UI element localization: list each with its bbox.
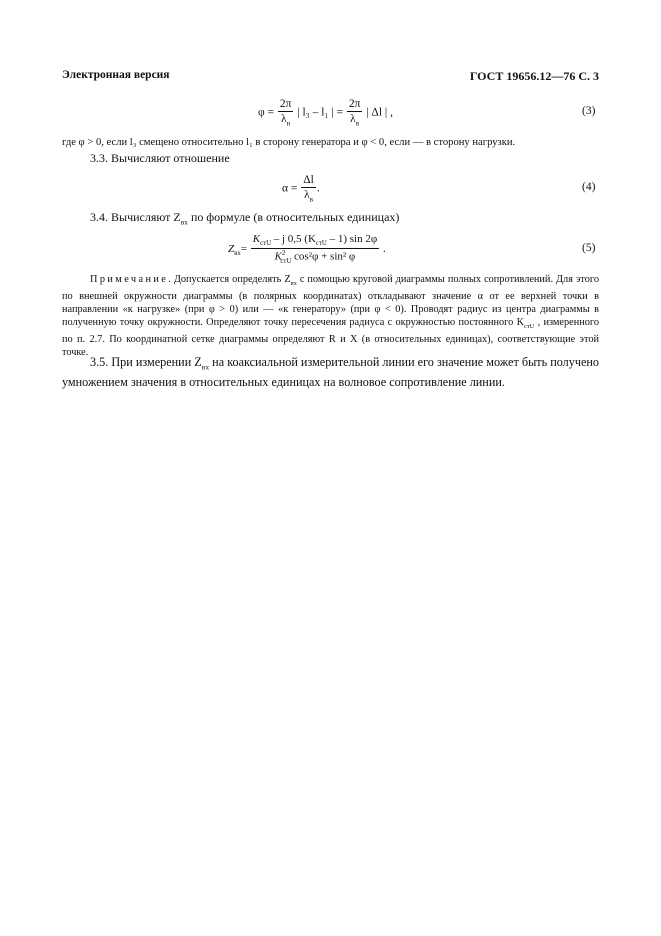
eq5-den-tail: cos²φ + sin² φ: [291, 250, 356, 263]
eq5-k-sub: стU: [260, 240, 271, 248]
item-3-4-text: 3.4. Вычисляют Z: [90, 210, 181, 224]
eq3-lambda: λ: [350, 113, 356, 126]
eq5-k-sub-2: стU: [315, 240, 327, 248]
eq4-den-sub: в: [309, 195, 314, 204]
header-left: Электронная версия: [62, 69, 170, 81]
item-3-5-text-a: 3.5. При измерении Z: [90, 355, 202, 369]
note-paragraph: [62, 274, 599, 360]
eq3-abs-2: | Δl | ,: [366, 106, 393, 119]
eq5-den-k: K: [274, 250, 282, 263]
eq5-num: [251, 234, 379, 249]
eq3-frac1-num: 2π: [278, 98, 294, 112]
equation-5: [228, 234, 386, 265]
eq3-fraction-2: [347, 98, 363, 128]
eq5-lhs: [228, 243, 241, 258]
eq4-tail: .: [316, 182, 320, 195]
eq4-number: (4): [582, 181, 596, 193]
eq4-den-lambda: λ: [304, 189, 310, 202]
item-3-5-text-b: на коаксиальной измерительной линии его значение может быть получено умножением значения в относительных единицах на волновое сопротивление линии.: [62, 355, 600, 390]
eq3-frac2-den: [348, 112, 361, 128]
eq5-z: Z: [228, 243, 235, 256]
eq5-z-sub: вх: [234, 250, 241, 258]
eq3-lhs: φ =: [258, 106, 274, 119]
where-text: где φ > 0, если l₃ смещено относительно l₁ в сторону генератора и φ < 0, если — в сторону нагрузки.: [62, 137, 516, 148]
eq5-tail: .: [382, 243, 386, 256]
item-3-4: [90, 210, 399, 229]
eq4-den: [302, 188, 315, 204]
note-text-a: . Допускается определять Z: [168, 274, 291, 285]
equation-4: [282, 174, 320, 204]
note-text-b: с помощью круговой диаграммы полных сопротивлений. Для этого по внешней окружности диаграммы (в полярных координатах) откладывают значение α от ее верхней точки в направлении «к нагрузке» (при φ > 0) или — «к генератору» (при φ < 0). Проводят радиус из центра диаграммы в полученную точку окружности. Определяют точку пересечения радиуса с окружностью постоянного K: [62, 274, 599, 328]
eq3-fraction-1: [278, 98, 294, 128]
eq5-number: (5): [582, 242, 596, 254]
header-right: ГОСТ 19656.12—76 С. 3: [469, 69, 599, 83]
equation-3: [258, 98, 393, 128]
eq3-frac2-num: 2π: [347, 98, 363, 112]
eq3-lambda: λ: [280, 113, 287, 126]
eq4-fraction: [301, 174, 316, 204]
item-3-4-sub: вх: [180, 217, 188, 227]
eq4-num: Δl: [301, 174, 316, 188]
eq5-den: [273, 249, 358, 265]
eq5-den-sub: стU: [280, 258, 292, 266]
item-3-4-tail: по формуле (в относительных единицах): [190, 210, 400, 224]
item-3-5: [62, 355, 599, 390]
item-3-5-sub: вх: [201, 362, 210, 372]
eq5-num-mid: – j 0,5 (K: [270, 233, 316, 245]
note-label: Примечание: [90, 274, 169, 285]
eq5-den-sup: 2: [281, 250, 286, 258]
eq3-abs-1: | l₃ – l₁ | =: [297, 106, 343, 119]
eq4-lhs: α =: [282, 182, 298, 195]
eq5-fraction: [251, 234, 379, 265]
eq5-equals: =: [240, 243, 247, 256]
item-3-3: 3.3. Вычисляют отношение: [90, 151, 230, 165]
note-text-c: , измеренного по п. 2.7. По координатной сетке диаграммы определяют R и X (в относительных единицах), соответствующие этой точке.: [62, 316, 599, 358]
note-sub-b: стU: [524, 322, 535, 330]
note-sub-a: вх: [290, 280, 297, 288]
eq3-lambda-sub: в: [355, 119, 360, 128]
eq3-number: (3): [582, 105, 596, 117]
eq3-lambda-sub: н: [286, 119, 291, 128]
eq5-num-tail: – 1) sin 2φ: [326, 233, 378, 245]
eq5-k: K: [252, 233, 261, 245]
eq3-frac1-den: [279, 112, 292, 128]
